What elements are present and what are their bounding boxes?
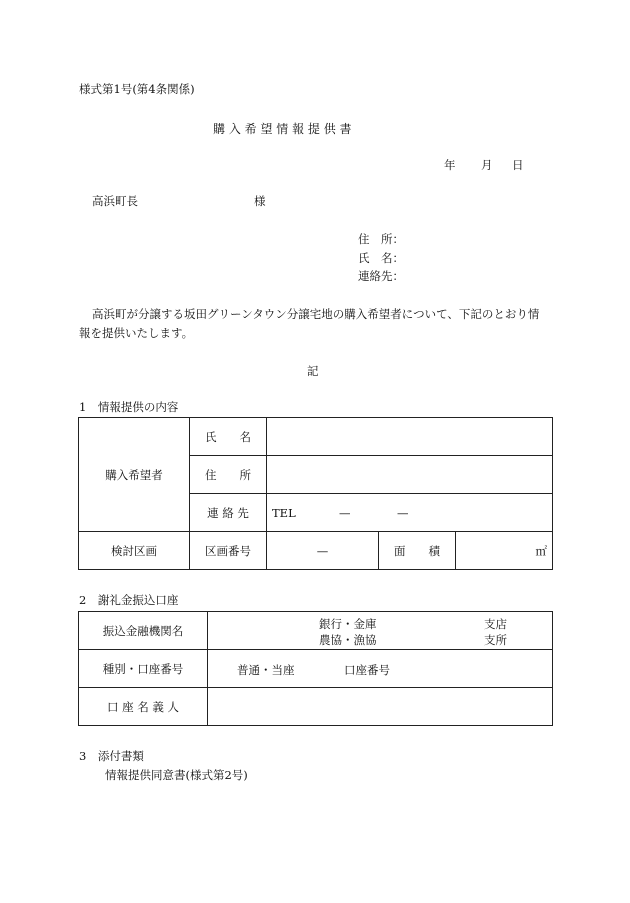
sender-contact-label: 連絡先： [358,269,404,283]
tel-dash-2: — [397,506,409,520]
tel-label: TEL [272,506,296,520]
form-number: 様式第1号(第4条関係) [79,82,195,96]
date-year: 年 [444,158,456,172]
buyer-label: 購入希望者 [79,418,190,532]
bank-types-2: 農協・漁協 [319,633,377,647]
body-text-line2: 報を提供いたします。 [79,326,194,340]
sender-address-label: 住 所： [358,232,404,246]
date-month: 月 [481,158,493,172]
tel-dash-1: — [339,506,351,520]
account-type-field[interactable] [208,650,553,688]
lot-number-label: 区画番号 [190,532,267,570]
buyer-contact-field[interactable] [267,494,553,532]
buyer-address-label: 住 所 [190,456,267,494]
section1-heading: 1 情報提供の内容 [79,400,179,414]
buyer-name-field[interactable] [267,418,553,456]
account-holder-label: 口 座 名 義 人 [79,688,208,726]
study-area-label: 検討区画 [79,532,190,570]
account-type-label: 種別・口座番号 [79,650,208,688]
addressee-name: 高浜町長 [92,194,138,208]
sender-name-label: 氏 名： [358,251,404,265]
section2-heading: 2 謝礼金振込口座 [79,593,179,607]
body-text-line1: 高浜町が分譲する坂田グリーンタウン分譲宅地の購入希望者について、下記のとおり情 [92,307,540,321]
area-unit: ㎡ [535,543,548,558]
account-holder-field[interactable] [208,688,553,726]
buyer-info-table [78,417,553,570]
account-number-label: 口座番号 [344,663,390,677]
buyer-name-label: 氏 名 [190,418,267,456]
institution-field[interactable] [208,612,553,650]
section3-heading: 3 添付書類 [79,749,144,763]
bank-types-1: 銀行・金庫 [319,617,377,631]
lot-number-field[interactable]: — [267,532,379,570]
document-title: 購 入 希 望 情 報 提 供 書 [213,122,352,136]
ki-heading: 記 [307,364,319,378]
area-field[interactable] [456,532,553,570]
attachment-item: 情報提供同意書(様式第2号) [105,768,248,782]
bank-account-table [78,611,553,726]
branch-2: 支所 [484,633,507,647]
area-label: 面 積 [379,532,456,570]
buyer-address-field[interactable] [267,456,553,494]
buyer-contact-label: 連 絡 先 [190,494,267,532]
branch-1: 支店 [484,617,507,631]
date-day: 日 [512,158,524,172]
institution-label: 振込金融機関名 [79,612,208,650]
account-types: 普通・当座 [237,663,295,677]
addressee-honorific: 様 [254,194,266,208]
